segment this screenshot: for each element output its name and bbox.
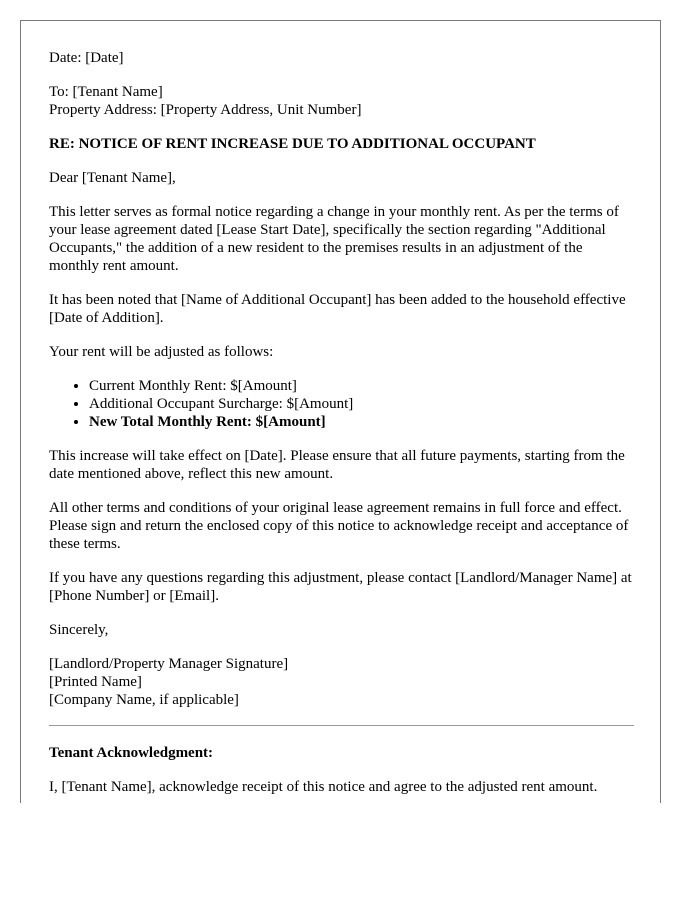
to-line: To: [Tenant Name] (49, 84, 163, 100)
section-divider (49, 725, 634, 726)
rent-item-surcharge: • Additional Occupant Surcharge: $[Amount] (89, 395, 634, 413)
paragraph-notice: This letter serves as formal notice regarding a change in your monthly rent. As per the terms of your lease agreement dated [Lease Start Date], specifically the section regarding "Additional Occupants," the addition of a new resident to the premises results in an adjustment of the monthly rent amount. (49, 204, 619, 274)
paragraph-contact: If you have any questions regarding this adjustment, please contact [Landlord/Manager Name] at [Phone Number] or [Email]. (49, 570, 632, 604)
paragraph-adjustment-intro: Your rent will be adjusted as follows: (49, 344, 274, 360)
printed-name-line: [Printed Name] (49, 674, 142, 690)
letter-page (20, 20, 661, 803)
acknowledgment-text: I, [Tenant Name], acknowledge receipt of this notice and agree to the adjusted rent amount. (49, 779, 598, 795)
salutation: Dear [Tenant Name], (49, 170, 176, 186)
rent-adjustment-list (49, 377, 634, 431)
date-line: Date: [Date] (49, 50, 124, 66)
rent-item-current: • Current Monthly Rent: $[Amount] (89, 377, 634, 395)
acknowledgment-heading: Tenant Acknowledgment: (49, 745, 214, 761)
signature-line: [Landlord/Property Manager Signature] (49, 656, 289, 672)
company-line: [Company Name, if applicable] (49, 692, 239, 708)
closing: Sincerely, (49, 622, 109, 638)
signature-block (49, 655, 634, 709)
paragraph-occupant: It has been noted that [Name of Additional Occupant] has been added to the household effective [Date of Addition]. (49, 292, 626, 326)
rent-item-new-total: • New Total Monthly Rent: $[Amount] (89, 413, 634, 431)
letter-content (49, 49, 634, 803)
subject-line: RE: NOTICE OF RENT INCREASE DUE TO ADDITIONAL OCCUPANT (49, 136, 536, 152)
paragraph-terms: All other terms and conditions of your original lease agreement remains in full force and effect. Please sign and return the enclosed copy of this notice to acknowledge receipt and acceptance of these terms. (49, 500, 629, 552)
paragraph-effective-date: This increase will take effect on [Date]. Please ensure that all future payments, starting from the date mentioned above, reflect this new amount. (49, 448, 625, 482)
recipient-block (49, 83, 634, 119)
property-address-line: Property Address: [Property Address, Unit Number] (49, 102, 362, 118)
